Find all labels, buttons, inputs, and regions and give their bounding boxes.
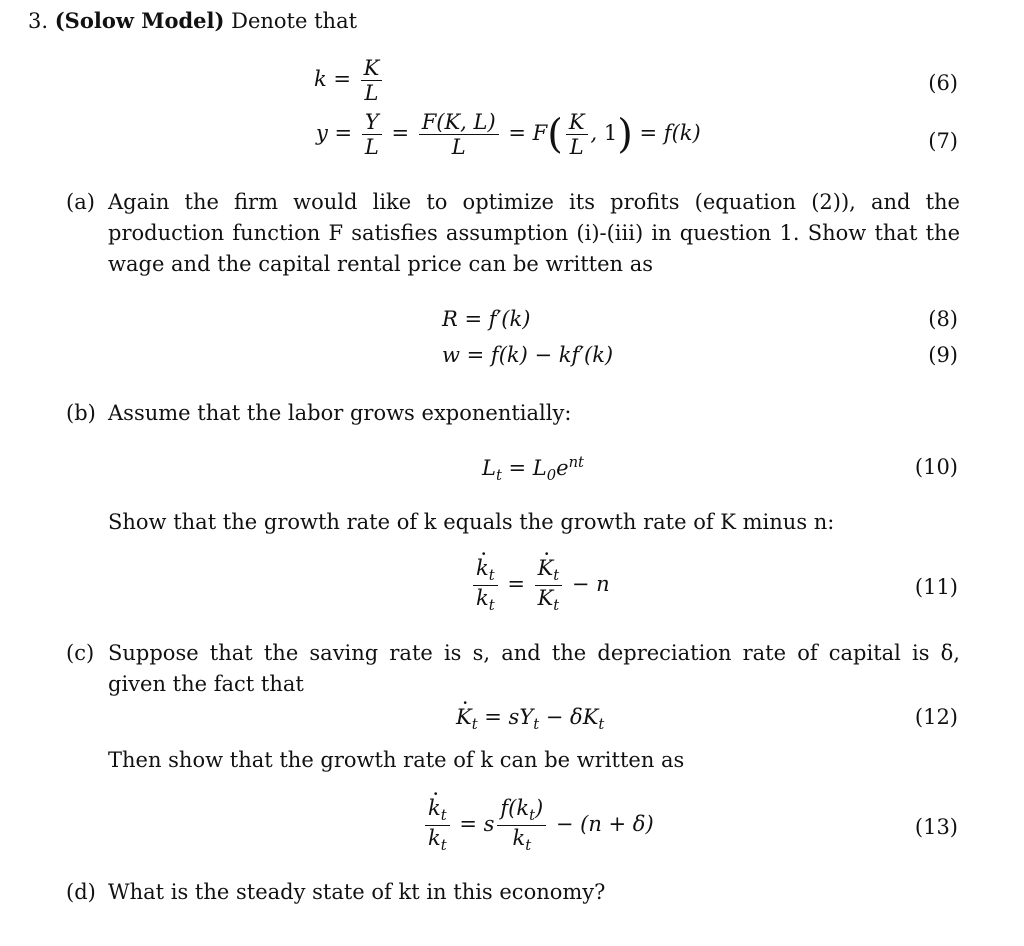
equation-13-number: (13) <box>914 815 958 839</box>
part-a-label: (a) <box>66 190 95 214</box>
part-b-text-2: Show that the growth rate of k equals the growth rate of K minus n: <box>108 510 835 534</box>
equation-6-number: (6) <box>928 71 958 95</box>
equation-12-number: (12) <box>914 705 958 729</box>
equation-9-number: (9) <box>928 343 958 367</box>
problem-title: (Solow Model) <box>54 8 225 33</box>
equation-7-number: (7) <box>928 129 958 153</box>
part-a-text: Again the firm would like to optimize its profits (equation (2)), and the production function F satisfies assumption (i)-(iii) in question 1. Show that the wage and the capital rental price can be written as <box>108 190 960 276</box>
equation-11-number: (11) <box>914 575 958 599</box>
equation-13: · $\frac{k_t}{k_t}$ = s $\frac{f(k_t)}{k_t}$ − (n + δ) <box>422 796 654 855</box>
equation-6: k = $\frac{K}{L}$ <box>314 56 385 105</box>
equation-11: · $\frac{k_t}{k_t}$ = · $\frac{K_t}{K_t}$ − n <box>470 556 610 615</box>
equation-7: y = $\frac{Y}{L}$ = $\frac{F(K, L)}{L}$ = F( $\frac{K}{L}$ , 1) = f(k) <box>316 110 701 160</box>
equation-10-number: (10) <box>914 455 958 479</box>
problem-header <box>28 5 357 38</box>
equation-9: w = f(k) − kf′(k) <box>442 343 614 367</box>
part-c-text: Suppose that the saving rate is s, and the depreciation rate of capital is δ, given the fact that <box>108 641 960 696</box>
part-b-text: Assume that the labor grows exponentially: <box>108 401 572 425</box>
equation-8: R = f′(k) <box>442 307 531 331</box>
part-d-label: (d) <box>66 880 96 904</box>
equation-8-number: (8) <box>928 307 958 331</box>
part-b-label: (b) <box>66 401 96 425</box>
equation-10: $L_t = L_0e^{nt}$ <box>482 454 584 485</box>
problem-number: 3. <box>28 9 49 33</box>
part-c-label: (c) <box>66 641 95 665</box>
part-d-text: What is the steady state of kt in this economy? <box>108 880 606 904</box>
equation-12: · $K_t = sY_t - \delta K_t$ <box>456 702 604 736</box>
part-c-text-2: Then show that the growth rate of k can be written as <box>108 748 685 772</box>
problem-intro: Denote that <box>231 9 358 33</box>
